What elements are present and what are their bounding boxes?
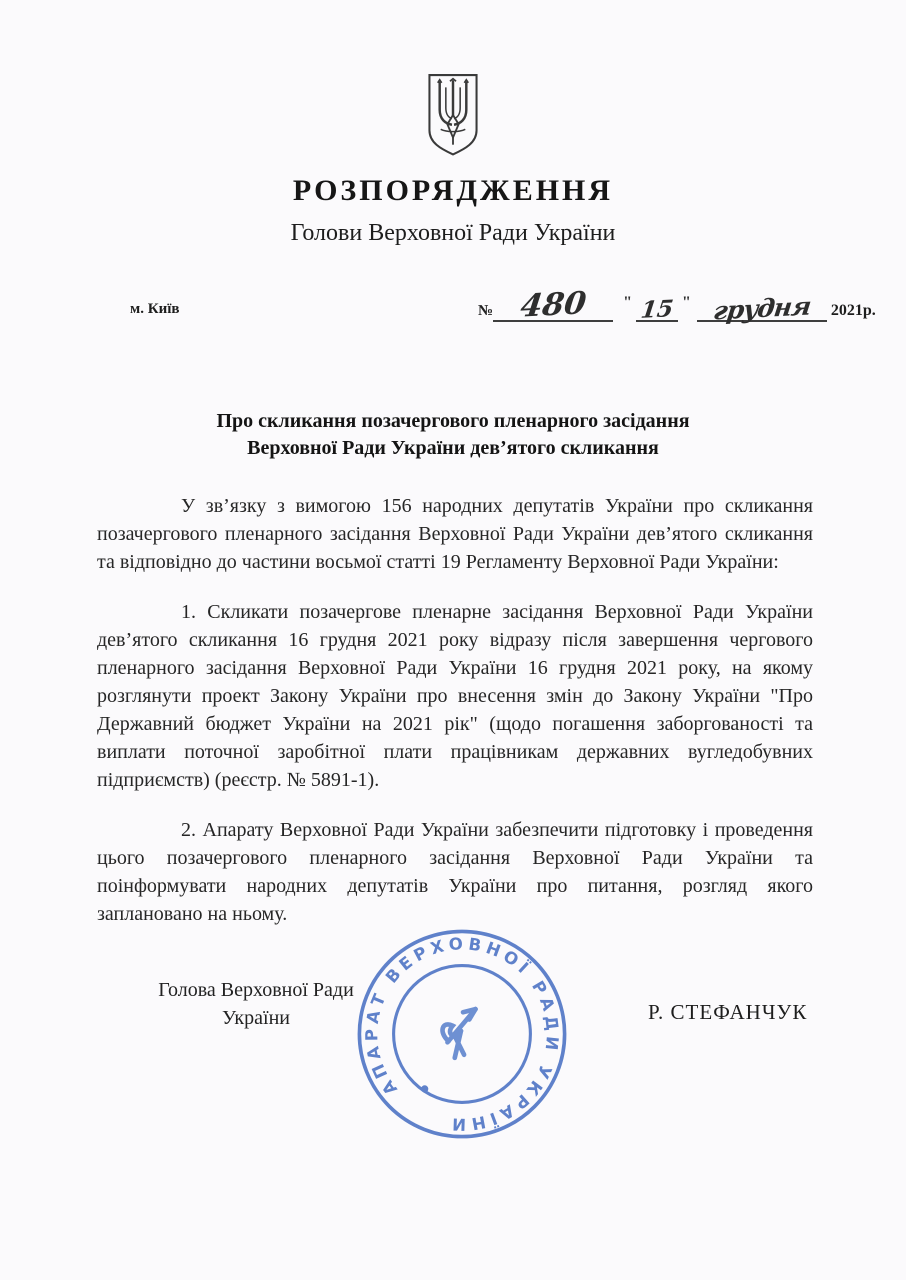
- paragraph-preamble: У зв’язку з вимогою 156 народних депутатів України про скликання позачергового пленарного засідання Верховної Ради України дев’ятого скликання та відповідно до частини восьмої статті 19 Регламенту Верховної Ради України:: [97, 495, 813, 573]
- signer-name: Р. СТЕФАНЧУК: [648, 1000, 808, 1024]
- handwritten-month: грудня: [711, 291, 813, 326]
- number-field: [493, 282, 613, 325]
- month-field: [697, 282, 827, 326]
- number-sign: №: [478, 303, 494, 319]
- subject-line-2: Верховної Ради України дев’ятого скликання: [247, 437, 659, 459]
- document-subtitle: Голови Верховної Ради України: [290, 220, 616, 246]
- signature-scribble: [443, 1009, 476, 1058]
- signer-position-line-2: України: [222, 1007, 290, 1029]
- paragraph-item-2: 2. Апарату Верховної Ради України забезпечити підготовку і проведення цього позачергового пленарного засідання Верховної Ради України та поінформувати народних депутатів України про питання, розгляд якого заплановано на ньому.: [97, 819, 813, 925]
- close-quote: ": [681, 294, 691, 311]
- paragraph-item-1: 1. Скликати позачергове пленарне засідання Верховної Ради України дев’ятого скликання 16 грудня 2021 року відразу після завершення чергового пленарного засідання Верховної Ради України 16 грудня 2021 року, на якому розглянути проект Закону України про внесення змін до Закону України "Про Державний бюджет України на 2021 рік" (щодо погашення заборгованості та виплати поточної заробітної плати працівникам державних вугледобувних підприємств) (реєстр. № 5891-1).: [97, 601, 813, 791]
- handwritten-number: 480: [518, 285, 588, 325]
- day-field: [636, 282, 678, 322]
- signer-position: [128, 976, 384, 1032]
- subject-heading: [0, 408, 906, 462]
- signer-position-line-1: Голова Верховної Ради: [158, 979, 354, 1001]
- year-label: 2021р.: [830, 302, 876, 319]
- number-date-line: [478, 282, 876, 326]
- stamp-dot: [421, 1085, 428, 1092]
- round-stamp: [348, 920, 576, 1148]
- open-quote: ": [623, 294, 632, 311]
- subject-line-1: Про скликання позачергового пленарного засідання: [216, 410, 690, 432]
- document-body: [97, 492, 813, 950]
- city-label: м. Київ: [130, 301, 180, 317]
- handwritten-day: 15: [639, 295, 675, 324]
- stamp-ring-text: АПАРАТ ВЕРХОВНОЇ РАДИ УКРАЇНИ: [362, 934, 562, 1134]
- trident-icon: [424, 72, 482, 158]
- ukraine-trident-emblem: [0, 72, 906, 158]
- document-title: РОЗПОРЯДЖЕННЯ: [292, 174, 614, 207]
